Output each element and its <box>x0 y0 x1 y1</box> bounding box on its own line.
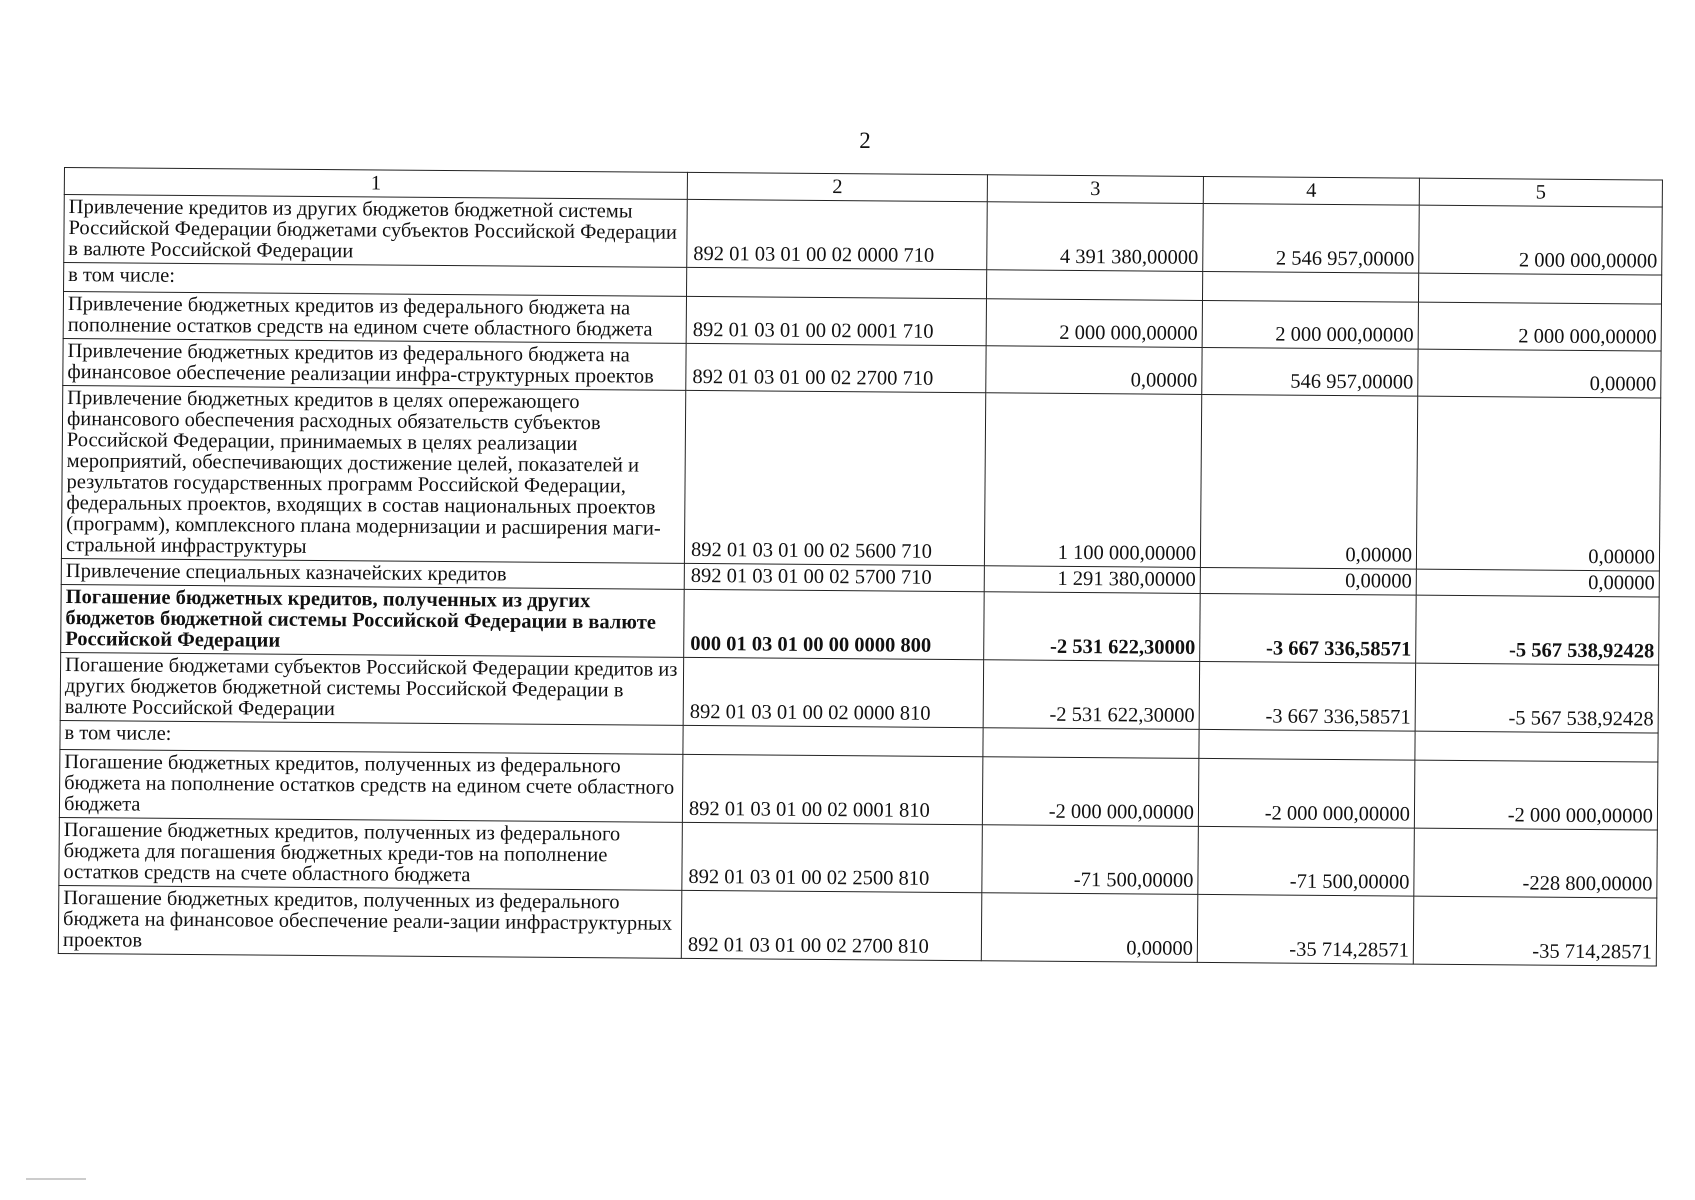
table-row <box>59 749 1657 830</box>
row-value-col5: 0,00000 <box>1416 396 1660 571</box>
header-col-1: 1 <box>64 168 687 200</box>
header-col-3: 3 <box>987 175 1203 204</box>
scan-artifact <box>26 1178 86 1180</box>
row-value-col5: -35 714,28571 <box>1413 896 1657 966</box>
row-value-col4: -35 714,28571 <box>1197 894 1414 964</box>
row-value-col5: 2 000 000,00000 <box>1418 302 1661 351</box>
row-value-col4: 546 957,00000 <box>1202 347 1418 396</box>
table-row <box>58 885 1656 966</box>
row-value-col3: -2 000 000,00000 <box>982 757 1199 827</box>
row-value-col4: -2 000 000,00000 <box>1198 758 1415 828</box>
row-description: Погашение бюджетных кредитов, полученных из федерального бюджета для погашения бюджетных креди-тов на пополнение остатков средств на счете областного бюджета <box>59 817 683 890</box>
row-description: в том числе: <box>60 720 683 754</box>
header-col-4: 4 <box>1203 176 1419 205</box>
page-number: 2 <box>859 128 871 153</box>
row-description: Погашение бюджетных кредитов, полученных из федерального бюджета на финансовое обеспечение реали-зации инфраструктурных проектов <box>58 885 682 958</box>
row-value-col4: 0,00000 <box>1200 394 1417 569</box>
row-value-col3: 1 291 380,00000 <box>984 566 1200 594</box>
row-code: 892 01 03 01 00 02 5700 710 <box>684 563 984 591</box>
row-value-col4: -3 667 336,58571 <box>1200 593 1417 663</box>
row-value-col4: 0,00000 <box>1200 567 1416 595</box>
row-value-col5: -228 800,00000 <box>1414 828 1658 898</box>
row-code: 892 01 03 01 00 02 5600 710 <box>684 390 985 565</box>
header-col-5: 5 <box>1419 178 1662 207</box>
row-value-col4: 2 000 000,00000 <box>1202 300 1418 349</box>
row-description: Погашение бюджетами субъектов Российской Федерации кредитов из других бюджетов бюджетной системы Российской Федерации в валюте Российской Федерации <box>60 652 684 725</box>
table-body <box>58 195 1662 967</box>
row-value-col3: 2 000 000,00000 <box>986 299 1202 348</box>
row-code: 000 01 03 01 00 00 0000 800 <box>684 589 985 659</box>
row-value-col5: -5 567 538,92428 <box>1416 595 1660 665</box>
row-description: Погашение бюджетных кредитов, полученных из других бюджетов бюджетной системы Российской Федерации в валюте Российской Федерации <box>61 584 685 657</box>
table-row <box>61 584 1659 665</box>
row-value-col3: -71 500,00000 <box>982 825 1199 895</box>
row-value-col4 <box>1199 729 1415 760</box>
row-value-col4 <box>1202 271 1418 302</box>
table-row <box>60 652 1658 733</box>
row-description: Привлечение бюджетных кредитов в целях опережающего финансового обеспечения расходных обязательств субъектов Российской Федерации, принимаемых в целях реализации мероприятий, обеспечивающих достижение целей, показателей и результатов государственных программ Российской Федерации, федеральных проектов, входящих в состав национальных проектов (программ), комплексного плана модернизации и расширения маги-стральной инфраструктуры <box>61 385 685 563</box>
row-value-col3 <box>986 270 1202 301</box>
row-description: Привлечение специальных казначейских кредитов <box>61 558 684 589</box>
row-value-col5: 2 000 000,00000 <box>1419 205 1663 275</box>
row-code: 892 01 03 01 00 02 0001 710 <box>686 296 986 345</box>
row-value-col4: -71 500,00000 <box>1198 826 1415 896</box>
row-code: 892 01 03 01 00 02 2700 810 <box>681 890 982 960</box>
row-code: 892 01 03 01 00 02 2700 710 <box>686 343 986 392</box>
table-row <box>64 195 1662 276</box>
row-value-col3: -2 531 622,30000 <box>983 660 1200 730</box>
row-value-col3: -2 531 622,30000 <box>984 592 1201 662</box>
row-code <box>683 725 983 756</box>
header-col-2: 2 <box>687 172 987 201</box>
row-description: Привлечение бюджетных кредитов из федерального бюджета на финансовое обеспечение реализации инфра-структурных проектов <box>63 338 686 390</box>
row-value-col5: 0,00000 <box>1416 569 1659 597</box>
row-description: Привлечение бюджетных кредитов из федерального бюджета на пополнение остатков средств на едином счете областного бюджета <box>63 292 686 344</box>
row-value-col3: 0,00000 <box>981 893 1198 963</box>
row-description: в том числе: <box>64 263 687 297</box>
row-value-col4: -3 667 336,58571 <box>1199 661 1416 731</box>
row-value-col3: 1 100 000,00000 <box>984 393 1201 568</box>
row-value-col5: -2 000 000,00000 <box>1414 760 1658 830</box>
row-code <box>687 267 987 298</box>
row-value-col5 <box>1415 731 1658 762</box>
budget-table <box>58 167 1663 967</box>
row-value-col3 <box>983 728 1199 759</box>
row-code: 892 01 03 01 00 02 0000 710 <box>687 199 988 269</box>
row-code: 892 01 03 01 00 02 2500 810 <box>682 822 983 892</box>
row-description: Привлечение кредитов из других бюджетов бюджетной системы Российской Федерации бюджетами субъектов Российской Федерации в валюте Российской Федерации <box>64 195 688 268</box>
row-value-col5: -5 567 538,92428 <box>1415 663 1659 733</box>
table-row <box>61 385 1660 571</box>
row-code: 892 01 03 01 00 02 0000 810 <box>683 657 984 727</box>
table-row <box>59 817 1657 898</box>
row-value-col3: 0,00000 <box>986 346 1202 395</box>
row-code: 892 01 03 01 00 02 0001 810 <box>682 754 983 824</box>
row-value-col3: 4 391 380,00000 <box>987 202 1204 272</box>
row-value-col4: 2 546 957,00000 <box>1203 203 1420 273</box>
row-value-col5: 0,00000 <box>1418 349 1661 398</box>
row-description: Погашение бюджетных кредитов, полученных из федерального бюджета на пополнение остатков средств на едином счете областного бюджета <box>59 749 683 822</box>
row-value-col5 <box>1418 273 1661 304</box>
